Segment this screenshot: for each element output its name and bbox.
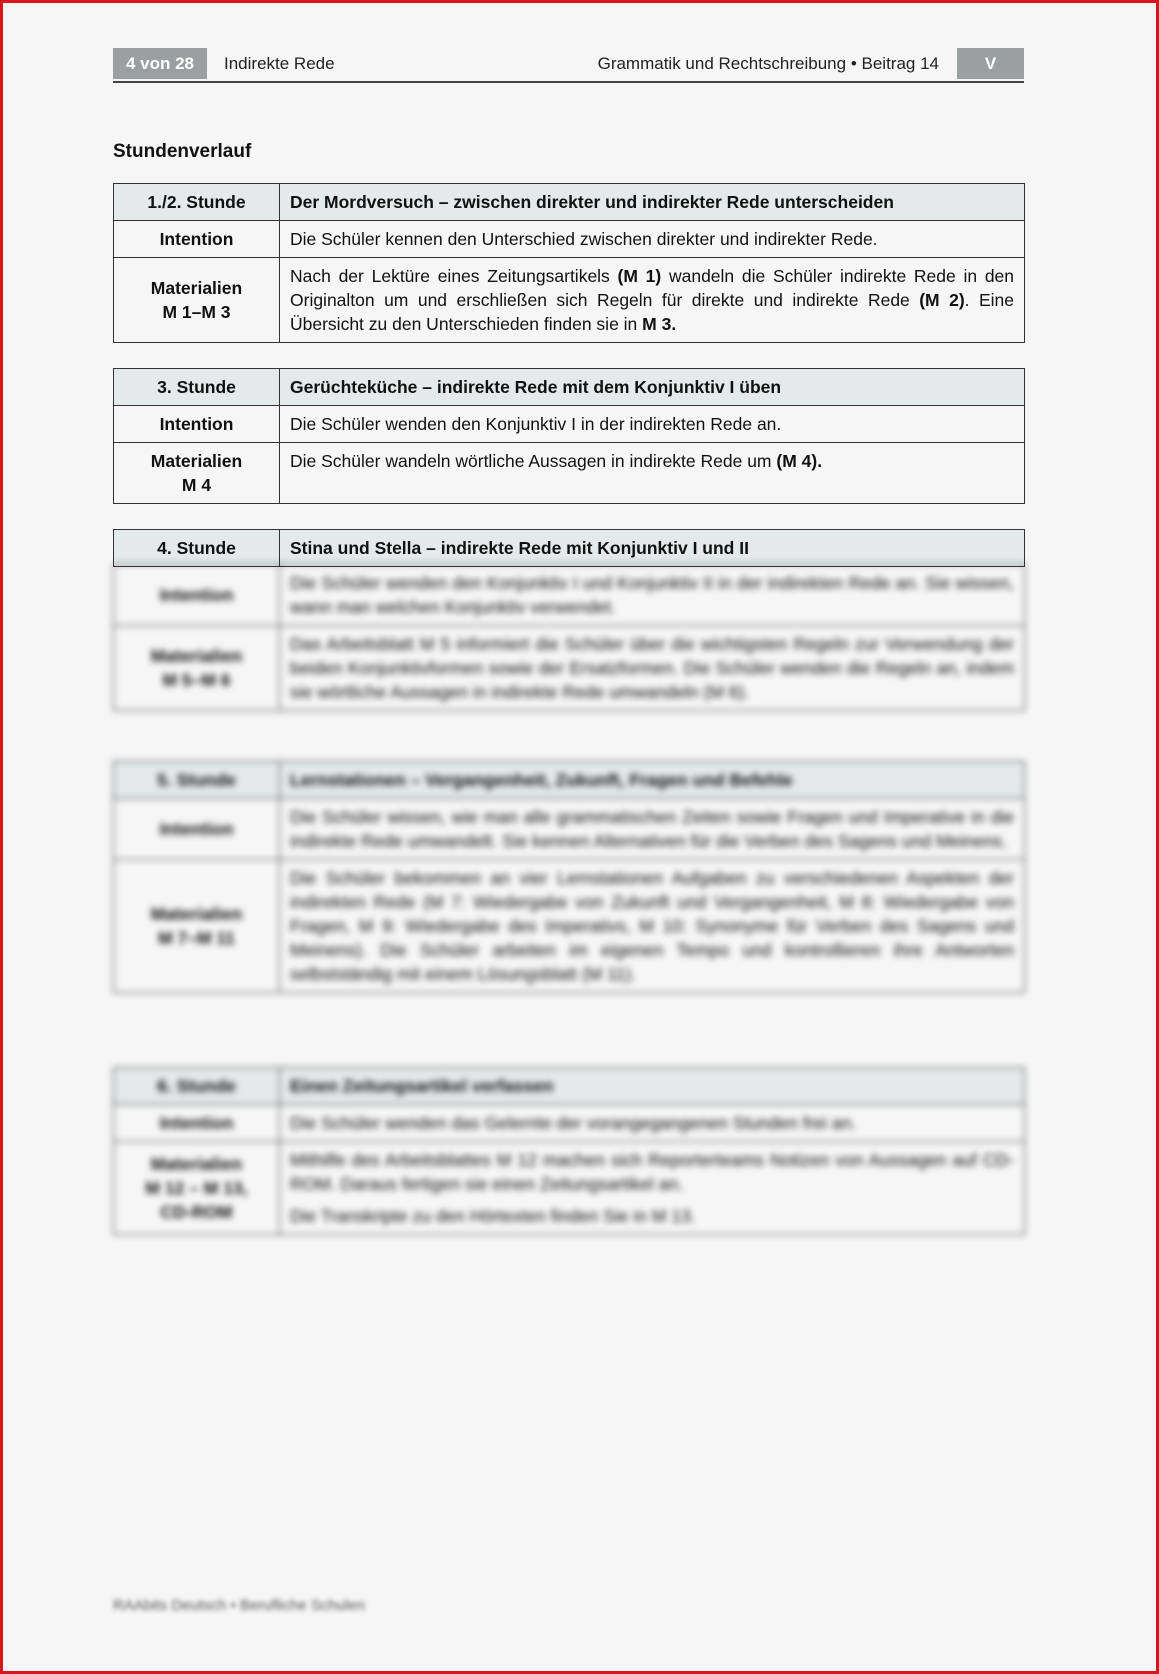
intention-text: Die Schüler kennen den Unterschied zwischen direkter und indirekter Rede. [280, 221, 1025, 258]
materials-text: Die Schüler bekommen an vier Lernstationen Aufgaben zu verschiedenen Aspekten der indirekten Rede (M 7: Wiedergabe von Zukunft und Vergangenheit, M 8: Wiedergabe von Fragen, M 9: Wiedergabe des Imperativs, M 10: Synonyme für Verben des Sagens und Meinens). Die Schüler arbeiten im eigenen Tempo und kontrollieren ihre Antworten selbstständig mit einem Lösungsblatt (M 11). [280, 860, 1025, 993]
header-title: Indirekte Rede [224, 54, 335, 73]
materials-label-line-2: M 5–M 6 [162, 670, 231, 690]
materials-text [280, 443, 1025, 504]
intention-row [114, 221, 1025, 258]
materials-label-line-2: M 4 [181, 475, 212, 495]
lesson-topic: Der Mordversuch – zwischen direkter und indirekter Rede unterscheiden [280, 184, 1025, 221]
materials-label-line-1: Materialien [150, 904, 243, 924]
materials-label-line-1: Materialien [150, 451, 243, 471]
lesson-table-2 [113, 368, 1025, 504]
materials-label [114, 860, 280, 993]
intention-label: Intention [114, 406, 280, 443]
lesson-header-row [114, 369, 1025, 406]
intention-label: Intention [114, 221, 280, 258]
intention-row [114, 565, 1025, 626]
intention-label: Intention [114, 565, 280, 626]
intention-row [114, 406, 1025, 443]
intention-text: Die Schüler wenden den Konjunktiv I und Konjunktiv II in der indirekten Rede an. Sie wissen, wann man welchen Konjunktiv verwendet. [280, 565, 1025, 626]
materials-row [114, 860, 1025, 993]
blurred-preview-3 [113, 564, 1025, 711]
blurred-preview-5 [113, 1067, 1025, 1235]
materials-label-line-3: CD-ROM [160, 1202, 233, 1222]
materials-label-line-2: M 7–M 11 [158, 928, 235, 948]
lesson-table-4 [113, 761, 1025, 993]
materials-label-line-1: Materialien [150, 1154, 243, 1174]
lesson-table-3 [113, 529, 1025, 567]
lesson-number: 4. Stunde [114, 530, 280, 567]
lesson-table-1 [113, 183, 1025, 343]
materials-label-line-1: Materialien [150, 278, 243, 298]
section-mark-badge: V [957, 48, 1024, 79]
lesson-header-row [114, 530, 1025, 567]
lesson-header-row [114, 1068, 1025, 1105]
lesson-table-3-body [113, 564, 1025, 711]
materials-label [114, 443, 280, 504]
page-header [113, 48, 1024, 83]
intention-row [114, 1105, 1025, 1142]
intention-text: Die Schüler wenden das Gelernte der vorangegangenen Stunden frei an. [280, 1105, 1025, 1142]
materials-text [280, 258, 1025, 343]
lesson-table-5 [113, 1067, 1025, 1235]
lesson-topic: Stina und Stella – indirekte Rede mit Konjunktiv I und II [280, 530, 1025, 567]
material-ref: M 3. [642, 314, 677, 334]
lesson-topic: Lernstationen – Vergangenheit, Zukunft, Fragen und Befehle [280, 762, 1025, 799]
lesson-number: 5. Stunde [114, 762, 280, 799]
materials-label-line-2: M 12 – M 13, [145, 1178, 248, 1198]
intention-row [114, 799, 1025, 860]
materials-text: Das Arbeitsblatt M 5 informiert die Schüler über die wichtigsten Regeln zur Verwendung der beiden Konjunktivformen sowie der Ersatzformen. Die Schüler wenden die Regeln an, indem sie wörtliche Aussagen in indirekte Rede umwandeln (M 6). [280, 626, 1025, 711]
materials-row [114, 1142, 1025, 1235]
materials-paragraph: Die Transkripte zu den Hörtexten finden Sie in M 13. [290, 1206, 696, 1226]
materials-paragraph: Mithilfe des Arbeitsblattes M 12 machen sich Reporterteams Notizen von Aussagen auf CD-ROM. Daraus fertigen sie einen Zeitungsartikel an. [290, 1150, 1014, 1194]
materials-label-line-2: M 1–M 3 [162, 302, 231, 322]
materials-label [114, 626, 280, 711]
section-title: Stundenverlauf [113, 141, 252, 162]
lesson-header-row [114, 184, 1025, 221]
blurred-preview-4 [113, 761, 1025, 993]
intention-label: Intention [114, 799, 280, 860]
material-ref: (M 4). [776, 451, 823, 471]
materials-row [114, 258, 1025, 343]
lesson-number: 3. Stunde [114, 369, 280, 406]
header-series: Grammatik und Rechtschreibung • Beitrag 14 [597, 54, 939, 73]
lesson-header-row [114, 762, 1025, 799]
materials-text-part: Nach der Lektüre eines Zeitungsartikels [290, 266, 618, 286]
lesson-number: 6. Stunde [114, 1068, 280, 1105]
intention-text: Die Schüler wenden den Konjunktiv I in der indirekten Rede an. [280, 406, 1025, 443]
intention-text: Die Schüler wissen, wie man alle grammatischen Zeiten sowie Fragen und Imperative in die indirekte Rede umwandelt. Sie kennen Alternativen für die Verben des Sagens und Meinens. [280, 799, 1025, 860]
materials-text-part: Die Schüler wandeln wörtliche Aussagen in indirekte Rede um [290, 451, 777, 471]
lesson-number: 1./2. Stunde [114, 184, 280, 221]
lesson-topic: Einen Zeitungsartikel verfassen [280, 1068, 1025, 1105]
page-footer: RAAbits Deutsch • Berufliche Schulen [113, 1597, 366, 1614]
materials-row [114, 443, 1025, 504]
material-ref: (M 2) [919, 290, 965, 310]
intention-label: Intention [114, 1105, 280, 1142]
materials-label [114, 1142, 280, 1235]
lesson-topic: Gerüchteküche – indirekte Rede mit dem Konjunktiv I üben [280, 369, 1025, 406]
material-ref: (M 1) [617, 266, 662, 286]
materials-text-part: wandeln die Schüler indirekte Rede in den Originalton um und erschließen sich Regeln für direkte und indirekte Rede [290, 266, 1015, 310]
materials-row [114, 626, 1025, 711]
page-number-badge: 4 von 28 [113, 48, 207, 79]
materials-label [114, 258, 280, 343]
materials-text [280, 1142, 1025, 1235]
materials-label-line-1: Materialien [150, 646, 243, 666]
materials-text-part: . Eine Übersicht zu den Unterschieden finden sie in [290, 290, 1014, 334]
